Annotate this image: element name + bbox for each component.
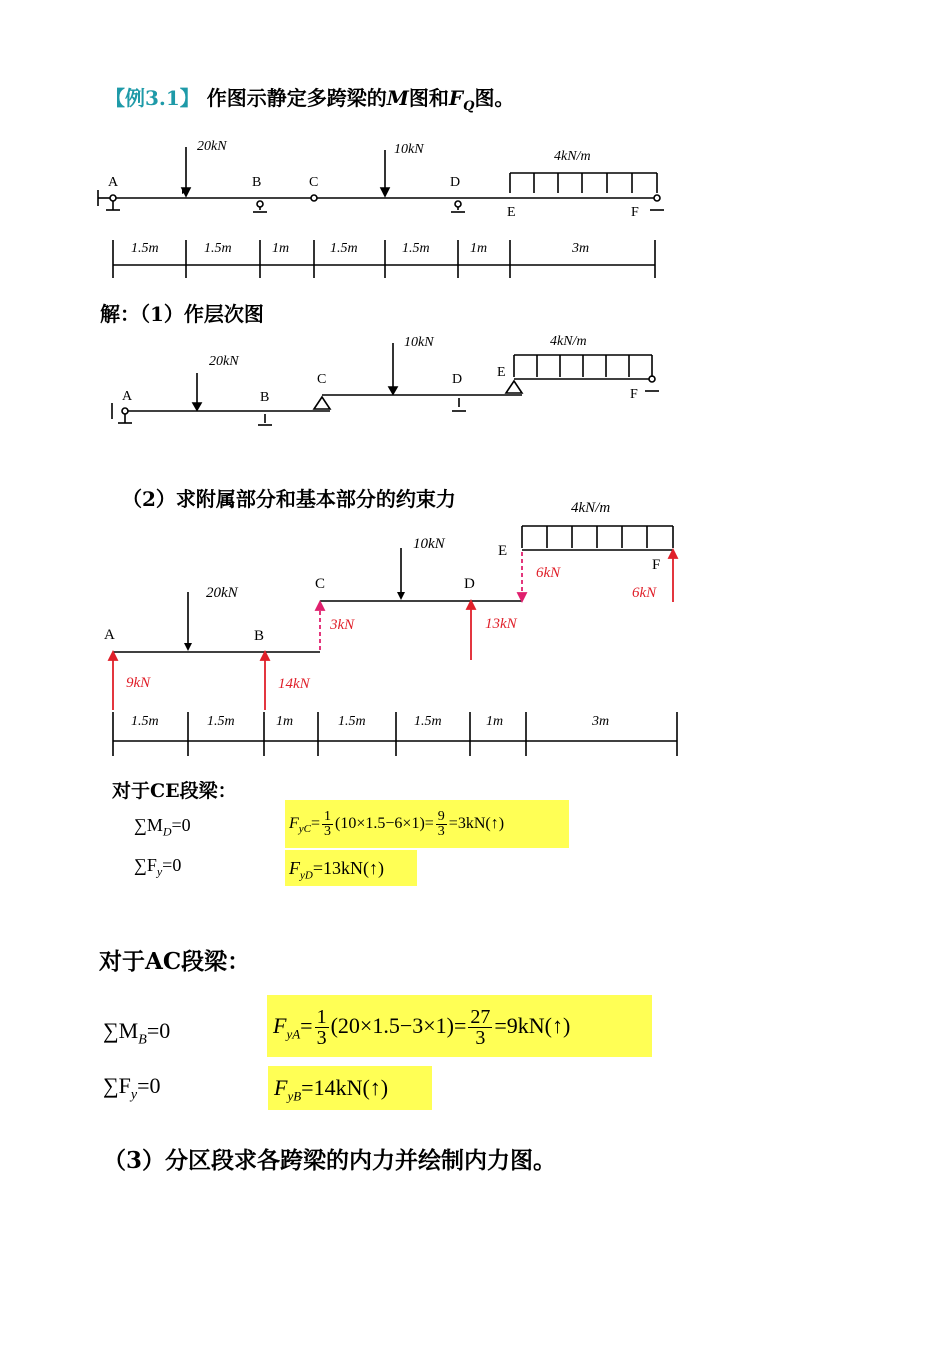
ce-equation-1	[285, 800, 569, 848]
ac-e1-frac2-num: 27	[470, 1006, 491, 1029]
title-text-c: 图。	[474, 86, 515, 110]
ac-e2-sub: yB	[287, 1088, 302, 1104]
dim-label: 1.5m	[402, 241, 430, 256]
label-e: E	[498, 543, 508, 559]
dim-label: 1m	[470, 241, 488, 256]
load-p1-label: 20kN	[197, 139, 227, 154]
label-a: A	[108, 175, 119, 190]
ac-e1-lhs: F	[273, 1013, 287, 1038]
label-c: C	[315, 576, 326, 592]
hinge-c	[311, 195, 317, 201]
title-f: F	[448, 86, 464, 110]
load-q-label: 4kN/m	[571, 500, 611, 516]
label-f: F	[652, 557, 661, 573]
ce-c1-rhs: =0	[171, 815, 191, 835]
dim-label: 1m	[486, 714, 504, 729]
reaction-d-label: 13kN	[485, 616, 517, 632]
label-f: F	[631, 205, 639, 220]
load-p1-label: 20kN	[206, 585, 238, 601]
ce-e1-end: =3kN(↑)	[448, 815, 505, 832]
ce-c1-sub: D	[162, 824, 172, 839]
ac-e1-frac1-den: 3	[316, 1027, 327, 1050]
label-c: C	[309, 175, 319, 190]
ce-c2: ∑F	[134, 855, 157, 875]
ce-e1-sub: yC	[298, 823, 312, 836]
ce-e1-frac1-den: 3	[324, 823, 332, 839]
ac-e2-lhs: F	[274, 1075, 288, 1100]
ce-c2-rhs: =0	[162, 855, 182, 875]
ac-e1-frac1-num: 1	[316, 1006, 327, 1029]
ce-e2-sub: yD	[300, 869, 313, 882]
ac-condition-2	[103, 1073, 161, 1103]
beam-figure-1	[0, 0, 950, 300]
reaction-b-label: 14kN	[278, 676, 310, 692]
label-d: D	[450, 175, 461, 190]
ac-condition-1	[103, 1018, 170, 1048]
beam-figure-3	[0, 490, 950, 760]
load-p2-label: 10kN	[413, 536, 445, 552]
title-q: Q	[463, 99, 475, 114]
ac-c1: ∑M	[103, 1018, 139, 1043]
ac-e1-sub: yA	[286, 1026, 301, 1042]
dim-label: 3m	[592, 714, 610, 729]
label-c: C	[317, 372, 327, 387]
step1-heading: 解：（1）作层次图	[100, 302, 264, 326]
support-f	[654, 195, 660, 201]
label-b: B	[254, 628, 265, 644]
ac-c2-sub: y	[130, 1087, 138, 1103]
dim-label: 1.5m	[204, 241, 232, 256]
ce-e1-mid: (10×1.5−6×1)=	[335, 815, 434, 832]
title-text-a: 作图示静定多跨梁的	[206, 86, 387, 110]
ac-e1-mid: (20×1.5−3×1)=	[330, 1013, 467, 1038]
load-p1-label: 20kN	[209, 354, 239, 369]
beam-figure-2	[0, 325, 950, 445]
label-e: E	[507, 205, 516, 220]
ce-e2-rhs: =13kN(↑)	[312, 858, 384, 878]
title-m: M	[386, 86, 409, 110]
ac-c1-sub: B	[138, 1032, 147, 1048]
load-p2-label: 10kN	[404, 335, 434, 350]
ce-condition-2	[134, 855, 181, 880]
step3-heading: （3）分区段求各跨梁的内力并绘制内力图。	[103, 1147, 557, 1174]
ce-e1-frac1-num: 1	[324, 808, 332, 824]
reaction-f-label: 6kN	[632, 585, 657, 601]
dim-label: 1.5m	[131, 714, 159, 729]
ac-c2-rhs: =0	[137, 1073, 161, 1098]
dim-label: 3m	[572, 241, 590, 256]
load-q-label: 4kN/m	[554, 149, 591, 164]
reaction-e-label: 6kN	[536, 565, 561, 581]
ce-e1-lhs: F	[289, 815, 299, 832]
ce-equation-2	[285, 850, 417, 886]
dim-label: 1.5m	[414, 714, 442, 729]
ac-equation-2	[268, 1066, 432, 1110]
ac-e2-rhs: =14kN(↑)	[301, 1075, 389, 1100]
dim-label: 1.5m	[207, 714, 235, 729]
label-d: D	[452, 372, 463, 387]
ce-c2-sub: y	[156, 864, 163, 879]
ce-e1-frac2-num: 9	[437, 808, 445, 824]
dim-label: 1.5m	[330, 241, 358, 256]
step2-heading: （2）求附属部分和基本部分的约束力	[122, 487, 456, 511]
ac-e1-end: =9kN(↑)	[494, 1013, 571, 1038]
ac-e1-eq: =	[300, 1013, 313, 1038]
ce-e2-lhs: F	[289, 858, 300, 878]
ce-heading: 对于CE段梁：	[112, 780, 237, 802]
dim-label: 1.5m	[338, 714, 366, 729]
dim-label: 1.5m	[131, 241, 159, 256]
ce-condition-1	[134, 815, 191, 840]
label-b: B	[252, 175, 262, 190]
ac-c2: ∑F	[103, 1073, 131, 1098]
ce-e1-frac2-den: 3	[437, 823, 445, 839]
label-a: A	[122, 389, 133, 404]
label-a: A	[104, 627, 115, 643]
ac-equation-1	[267, 995, 652, 1057]
ce-c1: ∑M	[134, 815, 163, 835]
ac-c1-rhs: =0	[146, 1018, 171, 1043]
load-p2-label: 10kN	[394, 142, 424, 157]
dim-label: 1m	[272, 241, 290, 256]
ac-heading: 对于AC段梁：	[99, 948, 251, 975]
label-b: B	[260, 390, 270, 405]
reaction-c-label: 3kN	[330, 617, 355, 633]
example-tag: 【例3.1】	[105, 86, 200, 110]
reaction-a-label: 9kN	[126, 675, 151, 691]
ce-e1-eq: =	[311, 815, 321, 832]
dim-label: 1m	[276, 714, 294, 729]
label-d: D	[464, 576, 475, 592]
title-text-b: 图和	[408, 86, 449, 110]
label-f: F	[630, 387, 638, 402]
support-a	[110, 195, 116, 201]
load-q-label: 4kN/m	[550, 334, 587, 349]
ac-e1-frac2-den: 3	[475, 1027, 486, 1050]
label-e: E	[497, 365, 506, 380]
